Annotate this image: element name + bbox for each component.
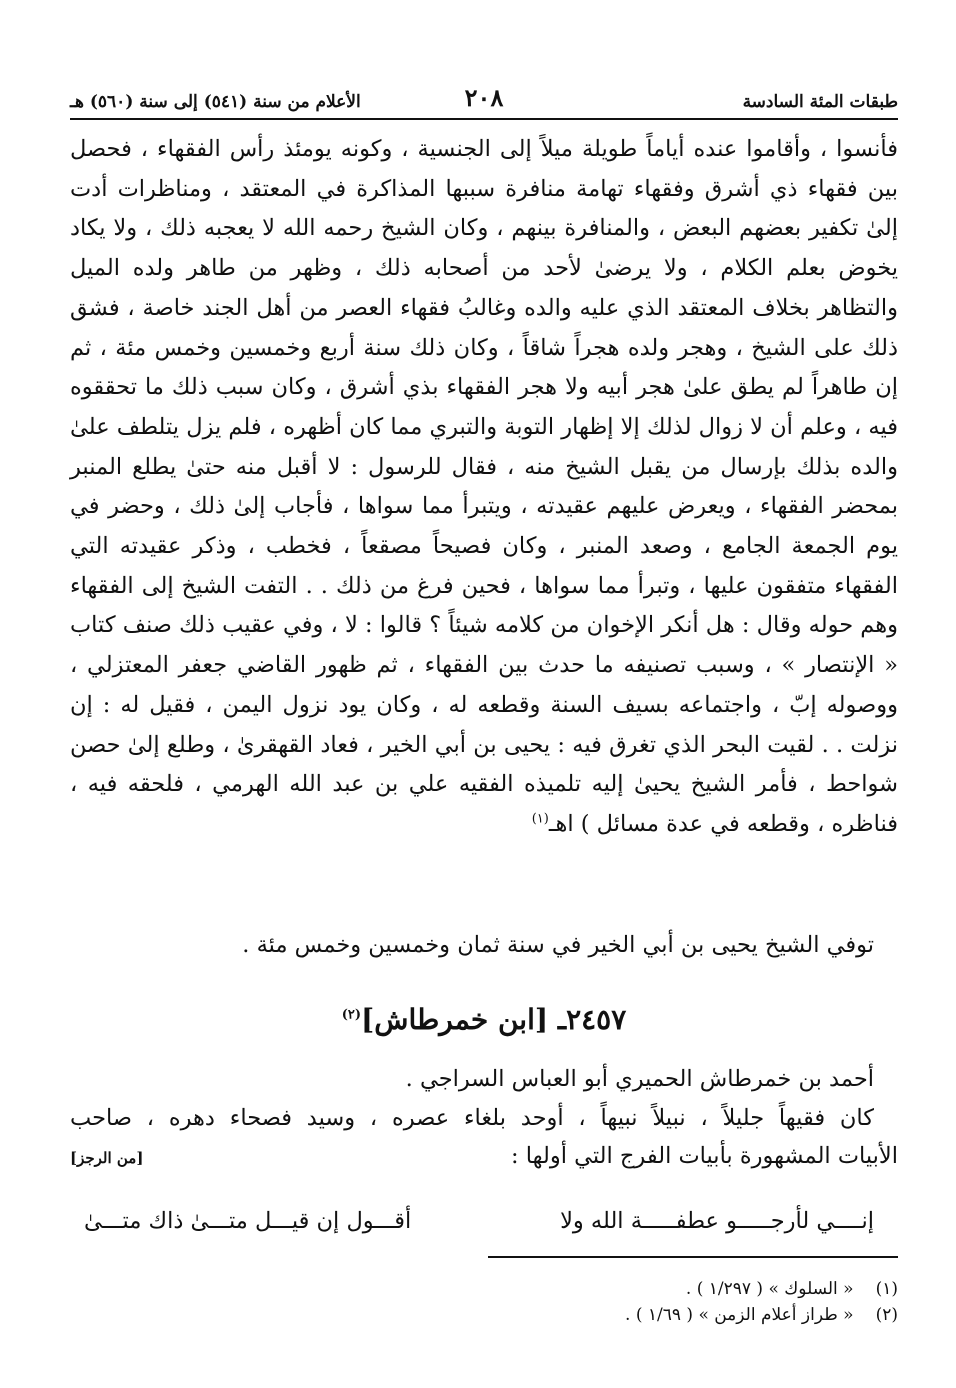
footnote-1 [70, 1276, 898, 1302]
footnote-number: (١) [875, 1279, 898, 1299]
footnote-text: « السلوك » ( ١/٢٩٧ ) . [685, 1279, 854, 1299]
verse-first-hemistich: إنــــي لأرجـــــو عطفـــــة الله ولا [560, 1208, 874, 1234]
meter-label: [من الرجز] [70, 1149, 144, 1167]
header-divider [70, 118, 898, 120]
book-page [70, 0, 898, 1388]
footnote-text: « طراز أعلام الزمن » ( ١/٦٩ ) . [625, 1305, 854, 1325]
running-title-right: طبقات المئة السادسة [742, 92, 898, 112]
footnote-marker-1: (١) [531, 811, 549, 827]
entry-body [70, 1060, 898, 1178]
footnote-marker-2: (٢) [341, 1007, 362, 1023]
biography-paragraph [70, 130, 898, 845]
entry-title: ٢٤٥٧ـ [ابن خمرطاش] [361, 1003, 627, 1036]
entry-name-line: أحمد بن خمرطاش الحميري أبو العباس السراجي . [405, 1066, 874, 1092]
main-text [70, 130, 898, 845]
entry-description-line-1: كان فقيهاً جليلاً ، نبيلاً نبيهاً ، أوحد بلغاء عصره ، وسيد فصحاء دهره ، صاحب [70, 1104, 874, 1131]
entry-description-line-2-row [70, 1137, 898, 1178]
entry-description-line-2: الأبيات المشهورة بأبيات الفرج التي أولها : [511, 1143, 898, 1169]
running-header [70, 82, 898, 118]
death-note: توفي الشيخ يحيى بن أبي الخير في سنة ثمان وخمسين وخمس مئة . [242, 932, 874, 958]
footnotes [70, 1276, 898, 1328]
poem-verse [70, 1208, 898, 1234]
verse-second-hemistich: أقـــول إن قيـــل متـــىٰ ذاك متـــىٰ [84, 1208, 412, 1234]
paragraph-text: فأنسوا ، وأقاموا عنده أياماً طويلة ميلاً إلى الجنسية ، وكونه يومئذ رأس الفقهاء ، فحصل بين فقهاء ذي أشرق وفقهاء تهامة منافرة سببها المذاكرة في المعتقد ، ومناظرات أدت إلىٰ تكفير بعضهم البعض ، والمنافرة بينهم ، وكان الشيخ رحمه الله لا يعجبه ذلك ، ولا يكاد يخوض بعلم الكلام ، ولا يرضىٰ لأحد من أصحابه ذلك ، وظهر من طاهر ولده الميل والتظاهر بخلاف المعتقد الذي عليه والده وغالبُ فقهاء العصر من أهل الجند خاصة ، فشق ذلك على الشيخ ، وهجر ولده هجراً شاقاً ، وكان ذلك سنة أربع وخمسين وخمس مئة ، ثم إن طاهراً لم يطق علىٰ هجر أبيه ولا هجر الفقهاء بذي أشرق ، وكان سبب ذلك ما تحققوه فيه ، وعلم أن لا زوال لذلك إلا إظهار التوبة والتبري مما كان أظهره ، فلم يزل يتلطف علىٰ والده بذلك بإرسال من يقبل الشيخ منه ، فقال للرسول : لا أقبل منه حتىٰ يطلع المنبر بمحضر الفقهاء ، ويعرض عليهم عقيدته ، ويتبرأ مما سواها ، فأجاب إلىٰ ذلك ، وحضر في يوم الجمعة الجامع ، وصعد المنبر ، وكان فصيحاً مصقعاً ، فخطب ، وذكر عقيدته التي الفقهاء متفقون عليها ، وتبرأ مما سواها ، فحين فرغ من ذلك . . التفت الشيخ إلى الفقهاء وهم حوله وقال : هل أنكر الإخوان من كلامه شيئاً ؟ قالوا : لا ، وفي عقيب ذلك صنف كتاب « الإنتصار » ، وسبب تصنيفه ما حدث بين الفقهاء ، ثم ظهور القاضي جعفر المعتزلي ، ووصوله إبّ ، واجتماعه بسيف السنة وقطعه له ، وكان يود نزول اليمن ، فقيل له : إن نزلت . . لقيت البحر الذي تغرق فيه : يحيى بن أبي الخير ، فعاد القهقرىٰ ، وطلع إلىٰ حصن شواحط ، فأمر الشيخ يحيىٰ إليه تلميذه الفقيه علي بن عبد الله الهرمي ، فلحقه فيه ، فناظره ، وقطعه في عدة مسائل ) اهـ [70, 136, 898, 837]
footnote-divider [488, 1256, 898, 1258]
footnote-number: (٢) [875, 1305, 898, 1325]
entry-heading [70, 1003, 898, 1036]
footnote-2 [70, 1302, 898, 1328]
page-number: ٢٠٨ [464, 83, 504, 112]
running-title-left: الأعلام من سنة (٥٤١) إلى سنة (٥٦٠) هـ [70, 92, 361, 112]
